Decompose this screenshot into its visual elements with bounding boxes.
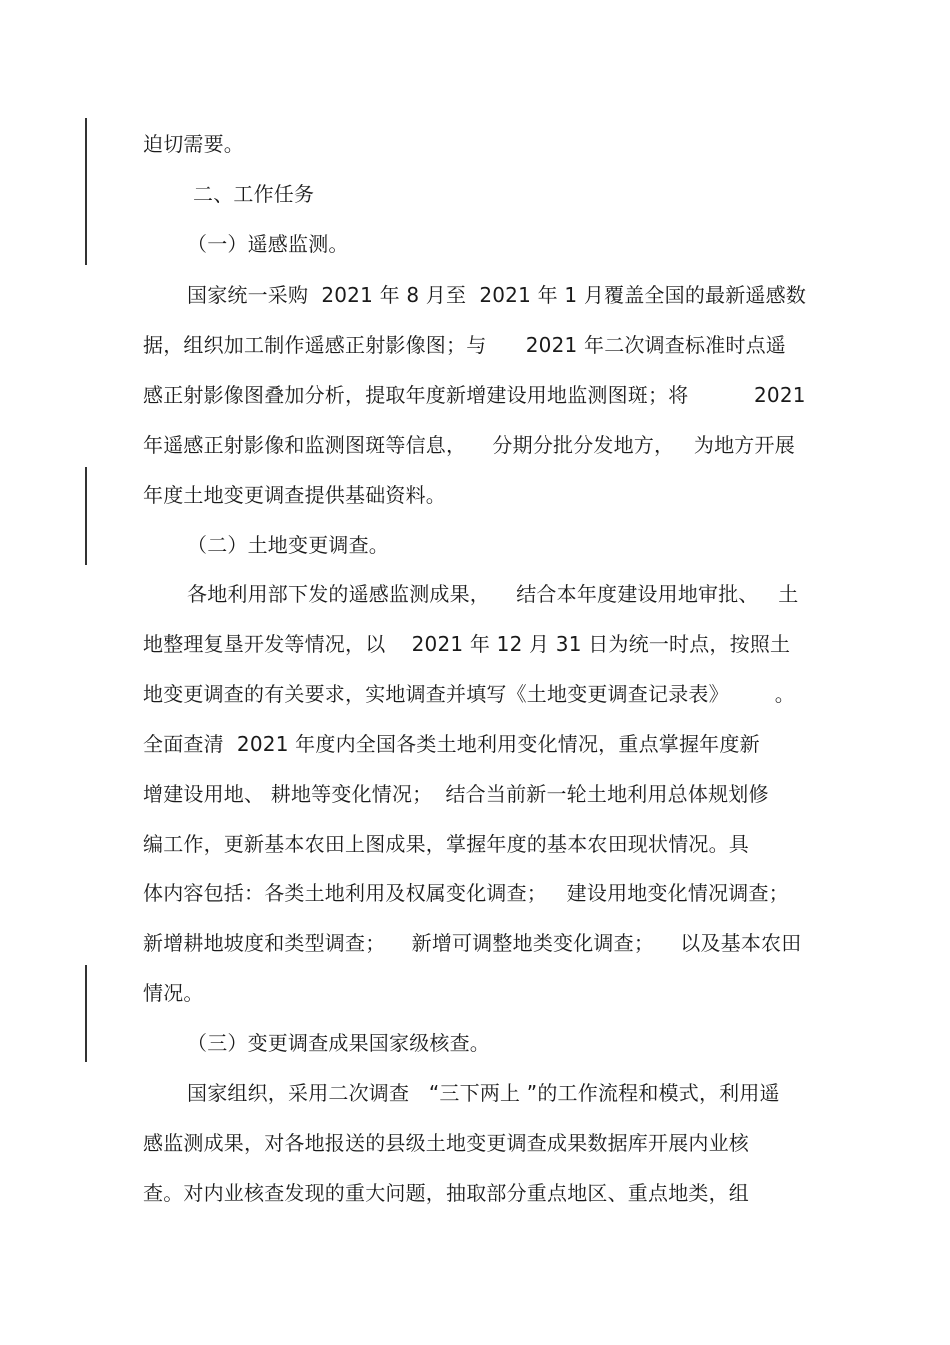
subsection-heading: （一）遥感监测。 [187,232,349,256]
body-line: 感正射影像图叠加分析，提取年度新增建设用地监测图斑；将 2021 [143,383,806,407]
body-line: 体内容包括：各类土地利用及权属变化调查； 建设用地变化情况调查； [143,881,789,905]
revision-bar [85,467,87,565]
body-line: 年遥感正射影像和监测图斑等信息， 分期分批分发地方， 为地方开展 [143,433,795,457]
revision-bar [85,965,87,1062]
body-line: 年度土地变更调查提供基础资料。 [143,483,446,507]
body-line: 迫切需要。 [143,132,244,156]
body-line: 新增耕地坡度和类型调查； 新增可调整地类变化调查； 以及基本农田 [143,931,802,955]
body-line: 情况。 [143,981,204,1005]
subsection-heading: （三）变更调查成果国家级核查。 [187,1031,490,1055]
body-line: 增建设用地、 耕地等变化情况； 结合当前新一轮土地利用总体规划修 [143,782,769,806]
body-line: 全面查清 2021 年度内全国各类土地利用变化情况，重点掌握年度新 [143,732,760,756]
section-heading: 二、工作任务 [193,182,315,206]
revision-bar [85,118,87,265]
body-line: 据，组织加工制作遥感正射影像图；与 2021 年二次调查标准时点遥 [143,333,786,357]
body-line: 各地利用部下发的遥感监测成果， 结合本年度建设用地审批、 土 [187,582,799,606]
body-line: 编工作，更新基本农田上图成果，掌握年度的基本农田现状情况。具 [143,832,749,856]
body-line: 国家统一采购 2021 年 8 月至 2021 年 1 月覆盖全国的最新遥感数 [187,283,807,307]
body-line: 地变更调查的有关要求，实地调查并填写《土地变更调查记录表》 。 [143,682,795,706]
body-line: 国家组织，采用二次调查 “三下两上 ”的工作流程和模式，利用遥 [187,1081,780,1105]
body-line: 查。对内业核查发现的重大问题，抽取部分重点地区、重点地类，组 [143,1181,749,1205]
body-line: 感监测成果，对各地报送的县级土地变更调查成果数据库开展内业核 [143,1131,749,1155]
subsection-heading: （二）土地变更调查。 [187,533,389,557]
body-line: 地整理复垦开发等情况，以 2021 年 12 月 31 日为统一时点，按照土 [143,632,791,656]
